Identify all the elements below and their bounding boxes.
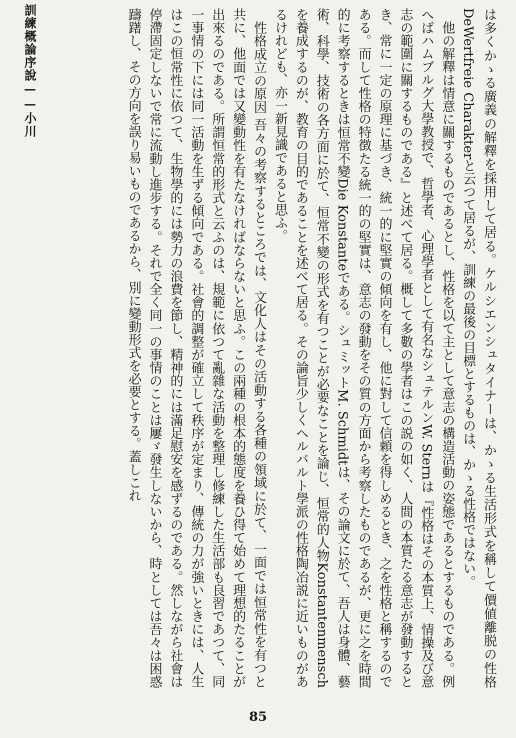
page-number: 85 [248, 710, 268, 725]
paragraph: 他の解釋は情意に關するものであるとし、性格を以て主として意志の構造活動の姿態であるとするものである。例へばハムブルグ大學教授で、哲學者、心理學者として有名なシュテルンW. Sternは『性格はその本質上、情操及び意志の範圍に關するものである』と述べて居る。概して多數の學者はこの説の如く、人間の本質たる意志が發動するとき、常に一定の原理に基づき、統一的に堅實の傾向を有し、他に對して信頼を得しめるとき、之を性格と稱するのである。而して性格の特徴たる統一的の堅實は、意志の發動をその質の方面から考察したものであるが、更に之を時間的に考察するときは恒常不變Die Konstanteである。シュミットM. Schmidtは、その論文に於て、吾人は身體、藝術、科學、技術の各方面に於て、恒常不變の形式を有つことが必要なことを論じ、恒常的人物Konstantenmenschを養成するのが、教育の目的であることを述べて居る。その論旨少しくヘルバルト學派の性格陶冶説に近いものがあるけれども、亦一新見識であると思ふ。 [271, 8, 455, 688]
paragraph: 性格成立の原因 吾々の考察するところでは、文化人はその活動する各種の領域に於て、一面では恒常性を有つと共に、他面では又變動性を有たなければならないと思ふ。この兩種の根本的態度を養ひ得て始めて理想的たることが出來るのである。所謂恒常的形式と云ふのは、規範に依つて亂雜な活動を整理し修練した生活部も良習であつて、同一事情の下には同一活動を生ずる傾向である。社會的調整が確立して秩序が定まり、傳統の力が強いときには、人生はこの恒常性に依つて、生物學的には勢力の浪費を節し、精神的には滿足慰安を感ずるのである。然しながら社會は停滯固定しないで常に流動し進步する。それで全く同一の事情のことは屢ゞ發生しないから、時としては吾々は困惑躊躇し、その方向を誤り易いものであるから、別に變動形式を必要とする。蓋しこれ [125, 8, 267, 688]
paragraph: は多くかゝる廣義の解釋を採用して居る。ケルシエンシュタイナーは、かゝる生活形式を稱して價値離脱の性格DeWertfreie Charakterと云つて居るが、訓練の最後の目標とするものは、かゝる性格ではない。 [460, 8, 496, 688]
body-text [42, 8, 498, 688]
running-head: 訓練概論序說——小川 [23, 4, 37, 138]
